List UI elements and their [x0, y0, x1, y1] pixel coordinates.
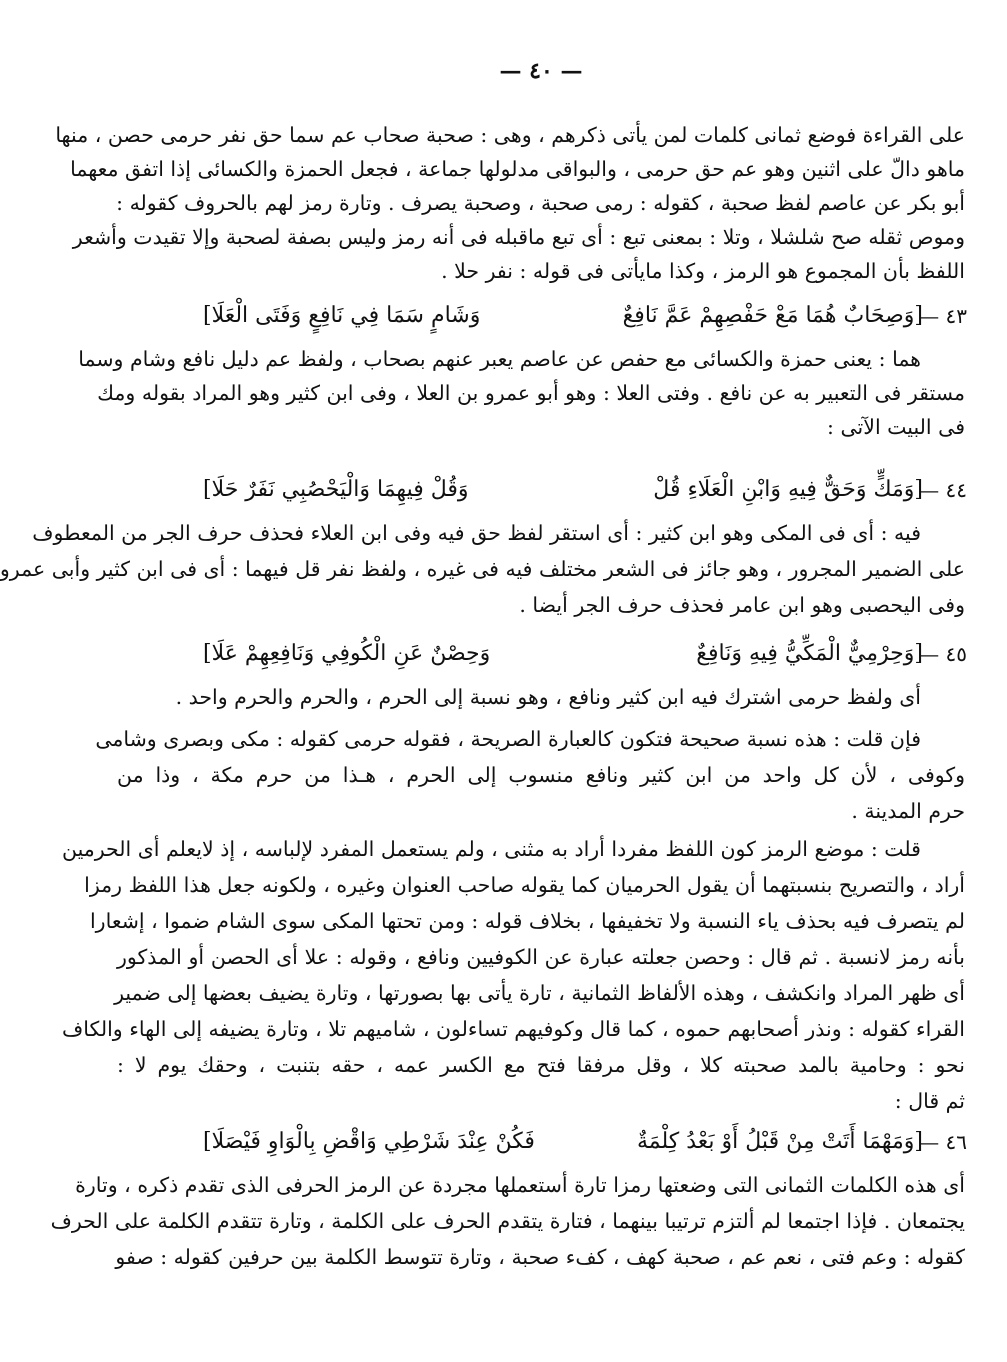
verse-45	[203, 634, 967, 674]
text-line: أراد ، والتصريح بنسبتهما أن يقول الحرميان كما يقوله صاحب العنوان وغيره ، ولكونه جعل هذا اللفظ رمزا	[84, 873, 965, 897]
verse-43	[203, 296, 967, 336]
verse-hemistich-left: وَقُلْ فِيهِمَا وَالْيَحْصُبِي نَفَرٌ حَلَا]	[203, 477, 469, 502]
text-line: أى ظهر المراد وانكشف ، وهذه الألفاظ الثمانية ، تارة يأتى بها بصورتها ، وتارة يضيف بعضها إلى ضمير	[114, 981, 965, 1005]
text-line: على الضمير المجرور ، وهو جائز فى الشعر مختلف فيه فى غيره ، ولفظ نفر قل فيهما : أى فى ابن كثير وأبى عمرو	[0, 557, 965, 581]
text-line: كقوله : وعم فتى ، نعم عم ، صحبة كهف ، كفء صحبة ، وتارة تتوسط الكلمة بين حرفين كقوله : صفو	[115, 1245, 965, 1269]
verse-number: ٤٥ —	[919, 642, 967, 666]
verse-hemistich-left: وَحِصْنٌ عَنِ الْكُوفِي وَنَافِعِهِمْ عَلَا]	[203, 641, 491, 666]
text-line: اللفظ بأن المجموع هو الرمز ، وكذا مايأتى فى قوله : نفر حلا .	[441, 259, 965, 283]
verse-hemistich-left: فَكُنْ عِنْدَ شَرْطِي وَاقْضِ بِالْوَاوِ فَيْصَلَا]	[203, 1129, 535, 1154]
text-line: بأنه رمز لانسبة . ثم قال : وحصن جعلته عبارة عن الكوفيين ونافع ، وقوله : علا أى الحصن أو المذكور	[117, 945, 965, 969]
text-line: قلت : موضع الرمز كون اللفظ مفردا أراد به مثنى ، ولم يستعمل المفرد لإلباسه ، إذ لايعلم أى الحرمين	[61, 837, 921, 861]
verse-hemistich-right: [وَمَكٍّ وَحَقٌّ فِيهِ وَابْنِ الْعَلَاءِ قُلْ	[653, 477, 923, 502]
text-line: القراء كقوله : ونذر أصحابهم حموه ، كما قال وكوفيهم تساءلون ، شاميهم تلا ، وتارة يضيفه إلى الهاء والكاف	[62, 1017, 965, 1041]
text-line: فإن قلت : هذه نسبة صحيحة فتكون كالعبارة الصريحة ، فقوله حرمى كقوله : مكى وبصرى وشامى	[95, 727, 921, 751]
text-line: لم يتصرف فيه بحذف ياء النسبة ولا تخفيفها ، بخلاف قوله : ومن تحتها المكى سوى الشام ضموا ، إشعارا	[89, 909, 965, 933]
verse-46	[203, 1122, 967, 1162]
text-line: فيه : أى فى المكى وهو ابن كثير : أى استقر لفظ حق فيه وفى ابن العلاء فحذف حرف الجر من المعطوف	[32, 521, 921, 545]
text-line: مستقر فى التعبير به عن نافع . وفتى العلا : وهو أبو عمرو بن العلا ، وفى ابن كثير وهو المراد بقوله ومك	[97, 381, 965, 405]
text-line: فى البيت الآتى :	[827, 415, 965, 439]
text-line: نحو : وحامية بالمد صحبته كلا ، وقل مرفقا فتح مع الكسر عمه ، حقه بتنبت ، وحقك يوم لا :	[117, 1053, 965, 1077]
text-line: وفى اليحصبى وهو ابن عامر فحذف حرف الجر أيضا .	[519, 593, 965, 617]
verse-hemistich-right: [وَحِرْمِيٌّ الْمَكِّيُّ فِيهِ وَنَافِعٌ	[696, 641, 923, 666]
verse-hemistich-right: [وَمَهْمَا أَتَتْ مِنْ قَبْلُ أَوْ بَعْدُ كِلْمَةٌ	[637, 1129, 923, 1154]
text-line: ثم قال :	[894, 1089, 965, 1113]
text-line: هما : يعنى حمزة والكسائى مع حفص عن عاصم يعبر عنهم بصحاب ، ولفظ عم دليل نافع وشام وسما	[78, 347, 921, 371]
text-line: أبو بكر عن عاصم لفظ صحبة ، كقوله : رمى صحبة ، وصحبة يصرف . وتارة رمز لهم بالحروف كقوله :	[116, 191, 965, 215]
page-number: — ٤٠ —	[499, 58, 583, 84]
text-line: أى هذه الكلمات الثمانى التى وضعتها رمزا تارة أستعملها مجردة عن الرمز الحرفى الذى تقدم ذكره ، وتارة	[75, 1173, 965, 1197]
verse-number: ٤٤ —	[919, 478, 967, 502]
text-line: يجتمعان . فإذا اجتمعا لم ألتزم ترتيبا بينهما ، فتارة يتقدم الحرف على الكلمة ، وتارة تتقدم الكلمة على الحرف	[50, 1209, 965, 1233]
verse-44	[203, 470, 967, 510]
text-line: على القراءة فوضع ثمانى كلمات لمن يأتى ذكرهم ، وهى : صحبة صحاب عم سما حق نفر حرمى حصن ، منها	[55, 123, 965, 147]
verse-hemistich-right: [وَصِحَابٌ هُمَا مَعْ حَفْصِهِمْ عَمَّ نَافِعٌ	[622, 303, 923, 328]
verse-hemistich-left: وَشَامٍ سَمَا فِي نَافِعٍ وَفَتَى الْعَلَا]	[203, 303, 481, 328]
text-line: وكوفى ، لأن كل واحد من ابن كثير ونافع منسوب إلى الحرم ، هـذا من حرم مكة ، وذا من	[117, 763, 965, 787]
verse-number: ٤٣ —	[919, 304, 967, 328]
text-line: وموص ثقله صح شلشلا ، وتلا : بمعنى تبع : أى تبع ماقبله فى أنه رمز وليس بصفة لصحبة وإلا تقيدت وأشعر	[72, 225, 965, 249]
text-line: ماهو دالّ على اثنين وهو عم حق حرمى ، والبواقى مدلولها جماعة ، فجعل الحمزة والكسائى إذا اتفق معهما	[70, 157, 965, 181]
verse-number: ٤٦ —	[919, 1130, 967, 1154]
text-line: أى ولفظ حرمى اشترك فيه ابن كثير ونافع ، وهو نسبة إلى الحرم ، والحرم والحرم واحد .	[175, 685, 921, 709]
text-line: حرم المدينة .	[851, 799, 965, 823]
